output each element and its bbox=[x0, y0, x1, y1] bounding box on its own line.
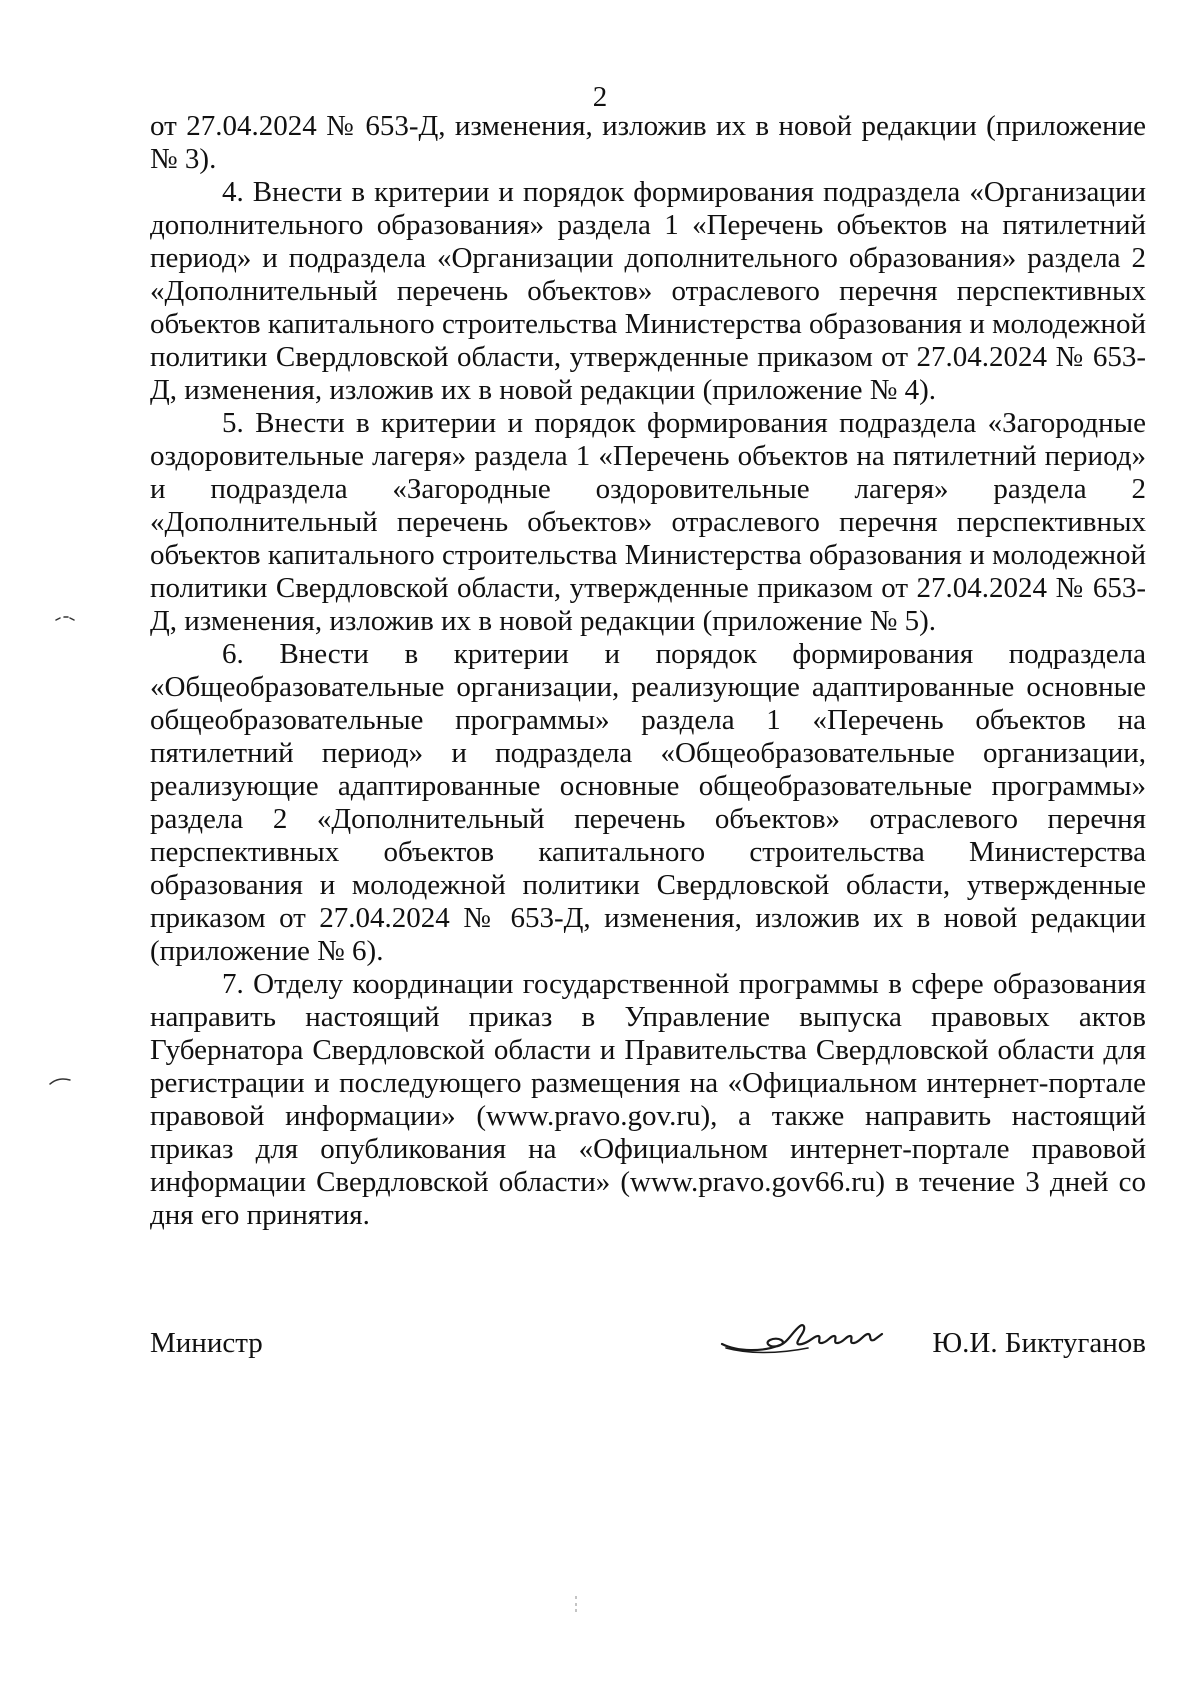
handwritten-signature bbox=[718, 1312, 888, 1362]
page-number: 2 bbox=[592, 81, 608, 113]
scan-artifact-mark bbox=[54, 614, 76, 622]
paragraph-item-5: 5. Внести в критерии и порядок формирования подраздела «Загородные оздоровительные лагеря» раздела 1 «Перечень объектов на пятилетний период» и подраздела «Загородные оздоровительные лагеря» раздела 2 «Дополнительный перечень объектов» отраслевого перечня перспективных объектов капитального строительства Министерства образования и молодежной политики Свердловской области, утвержденные приказом от 27.04.2024 № 653-Д, изменения, изложив их в новой редакции (приложение № 5). bbox=[150, 407, 1146, 637]
paragraph-continuation: от 27.04.2024 № 653-Д, изменения, изложив их в новой редакции (приложение № 3). bbox=[150, 110, 1146, 175]
paragraph-item-4: 4. Внести в критерии и порядок формирования подраздела «Организации дополнительного образования» раздела 1 «Перечень объектов на пятилетний период» и подраздела «Организации дополнительного образования» раздела 2 «Дополнительный перечень объектов» отраслевого перечня перспективных объектов капитального строительства Министерства образования и молодежной политики Свердловской области, утвержденные приказом от 27.04.2024 № 653-Д, изменения, изложив их в новой редакции (приложение № 4). bbox=[150, 176, 1146, 406]
document-body bbox=[150, 110, 1146, 1232]
scan-artifact-mark bbox=[574, 1594, 578, 1614]
scan-artifact-mark bbox=[48, 1076, 72, 1086]
paragraph-item-6: 6. Внести в критерии и порядок формирования подраздела «Общеобразовательные организации, реализующие адаптированные основные общеобразовательные программы» раздела 1 «Перечень объектов на пятилетний период» и подраздела «Общеобразовательные организации, реализующие адаптированные основные общеобразовательные программы» раздела 2 «Дополнительный перечень объектов» отраслевого перечня перспективных объектов капитального строительства Министерства образования и молодежной политики Свердловской области, утвержденные приказом от 27.04.2024 № 653-Д, изменения, изложив их в новой редакции (приложение № 6). bbox=[150, 638, 1146, 967]
paragraph-item-7: 7. Отделу координации государственной программы в сфере образования направить настоящий приказ в Управление выпуска правовых актов Губернатора Свердловской области и Правительства Свердловской области для регистрации и последующего размещения на «Официальном интернет-портале правовой информации» (www.pravo.gov.ru), а также направить настоящий приказ для опубликования на «Официальном интернет-портале правовой информации Свердловской области» (www.pravo.gov66.ru) в течение 3 дней со дня его принятия. bbox=[150, 968, 1146, 1231]
signature-block bbox=[150, 1318, 1146, 1368]
signer-title: Министр bbox=[150, 1327, 263, 1359]
signer-name: Ю.И. Биктуганов bbox=[932, 1327, 1146, 1359]
